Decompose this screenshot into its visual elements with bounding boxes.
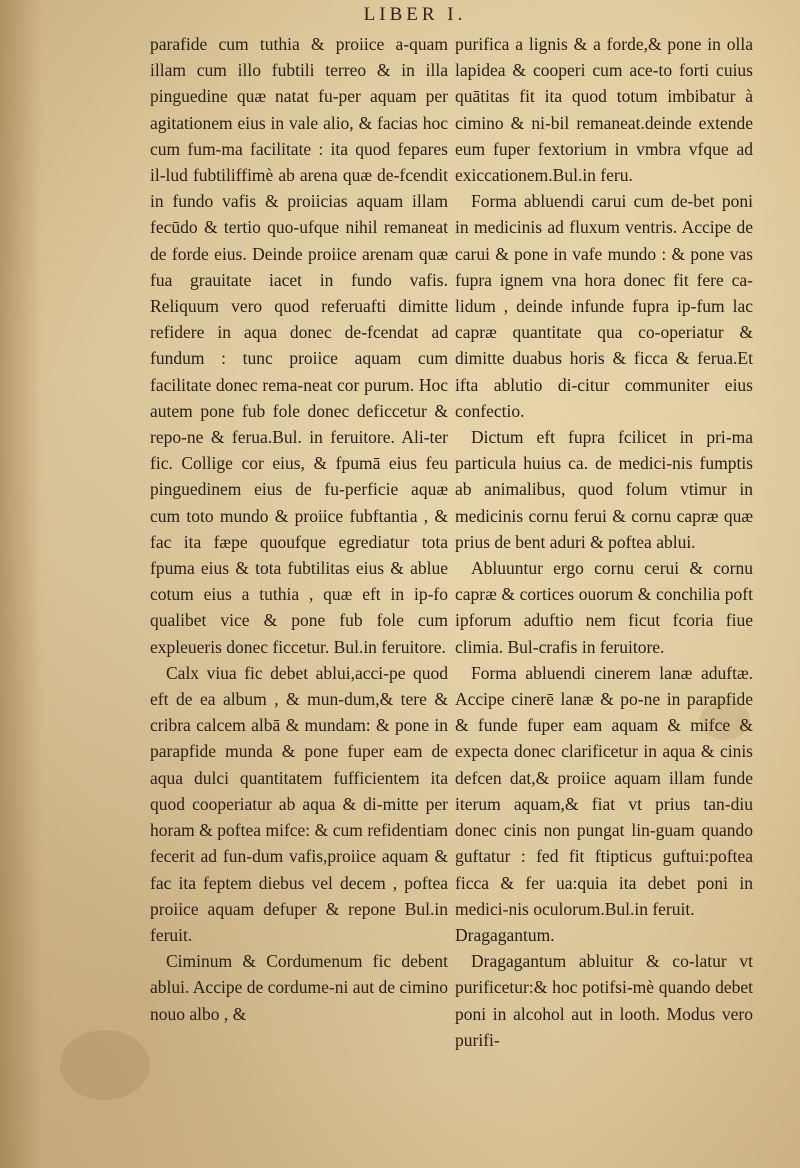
paragraph: Calx viua fic debet ablui,acci-pe quod eft de ea album , & mun-dum,& tere & cribra calcem albā & mundam: & pone in parapfide munda & pone fuper eam de aqua dulci quantitatem fufficientem ita quod cooperiatur ab aqua & di-mitte per horam & poftea mifce: & cum refidentiam fecerit ad fun-dum vafis,proiice aquam & fac ita feptem diebus vel decem , poftea proiice aquam defuper & repone Bul.in feruit. [150,662,448,945]
paragraph: purifica a lignis & a forde,& pone in olla lapidea & cooperi cum ace-to forti cuius quātitas fit ita quod totum imbibatur à cimino & ni-bil remaneat.deinde extende eum fuper fextorium in vmbra vfque ad exiccationem.Bul.in feru. [455,34,753,186]
running-head: LIBER I. [363,4,467,25]
paragraph: Abluuntur ergo cornu cerui & cornu capræ & cortices ouorum & conchilia poft ipforum aduftio nem ficut fcoria fiue climia. Bul-crafis in feruitore. [455,558,753,657]
paragraph: parafide cum tuthia & proiice a-quam illam cum illo fubtili terreo & in illa pinguedine quæ natat fu-per aquam per agitationem eius in vale alio, & facias hoc cum fum-ma facilitate : ita quod fepares il-lud fubtiliffimè ab arena quæ de-fcendit in fundo vafis & proiicias aquam illam fecūdo & tertio quo-ufque nihil remaneat de forde eius. Deinde proiice arenam quæ fua grauitate iacet in fundo vafis. Reliquum vero quod referuafti dimitte refidere in aqua donec de-fcendat ad fundum : tunc proiice aquam cum facilitate donec rema-neat cor purum. Hoc autem pone fub fole donec deficcetur & repo-ne & ferua.Bul. in feruitore. Ali-ter fic. Collige cor eius, & fpumā eius feu pinguedinem eius de fu-perficie aquæ cum toto mundo & proiice fubftantia , & fac ita fæpe quoufque egrediatur tota fpuma eius & tota fubtilitas eius & ablue cotum eius a tuthia , quæ eft in ip-fo qualibet vice & pone fub fole cum expleueris donec ficcetur. Bul.in feruitore. [150,34,448,657]
paragraph: Forma abluendi cinerem lanæ aduftæ. Accipe cinerē lanæ & po-ne in parapfide & funde fuper eam aquam & mifce & expecta donec clarificetur in aqua & cinis defcen dat,& proiice aquam illam funde iterum aquam,& fiat vt prius tan-diu donec cinis non pungat lin-guam quando guftatur : fed fit ftipticus guftui:poftea ficca & fer ua:quia ita debet poni in medici-nis oculorum.Bul.in feruit. [455,662,753,919]
paper-stain [60,1030,150,1100]
paragraph: Dragagantum abluitur & co-latur vt purificetur:& hoc potifsi-mè quando debet poni in alcohol aut in looth. Modus vero purifi- [455,951,753,1050]
paragraph: Ciminum & Cordumenum fic debent ablui. Accipe de cordume-ni aut de cimino nouo albo , & [150,951,448,1024]
paragraph: Forma abluendi carui cum de-bet poni in medicinis ad fluxum ventris. Accipe de carui & pone in vafe mundo : & pone vas fupra ignem vna hora donec fit fere ca-lidum , deinde infunde fupra ip-fum lac capræ quantitate qua co-operiatur & dimitte duabus horis & ficca & ferua.Et ifta ablutio di-citur communiter eius confectio. [455,191,753,421]
page-gutter-shadow [0,0,42,1168]
paragraph: Dictum eft fupra fcilicet in pri-ma particula huius ca. de medici-nis fumptis ab animalibus, quod folum vtimur in medicinis cornu ferui & cornu capræ quæ prius de bent aduri & poftea ablui. [455,427,753,552]
left-text-column [150,31,448,1027]
right-text-column [455,31,753,1053]
section-heading: Dragagantum. [455,924,555,945]
